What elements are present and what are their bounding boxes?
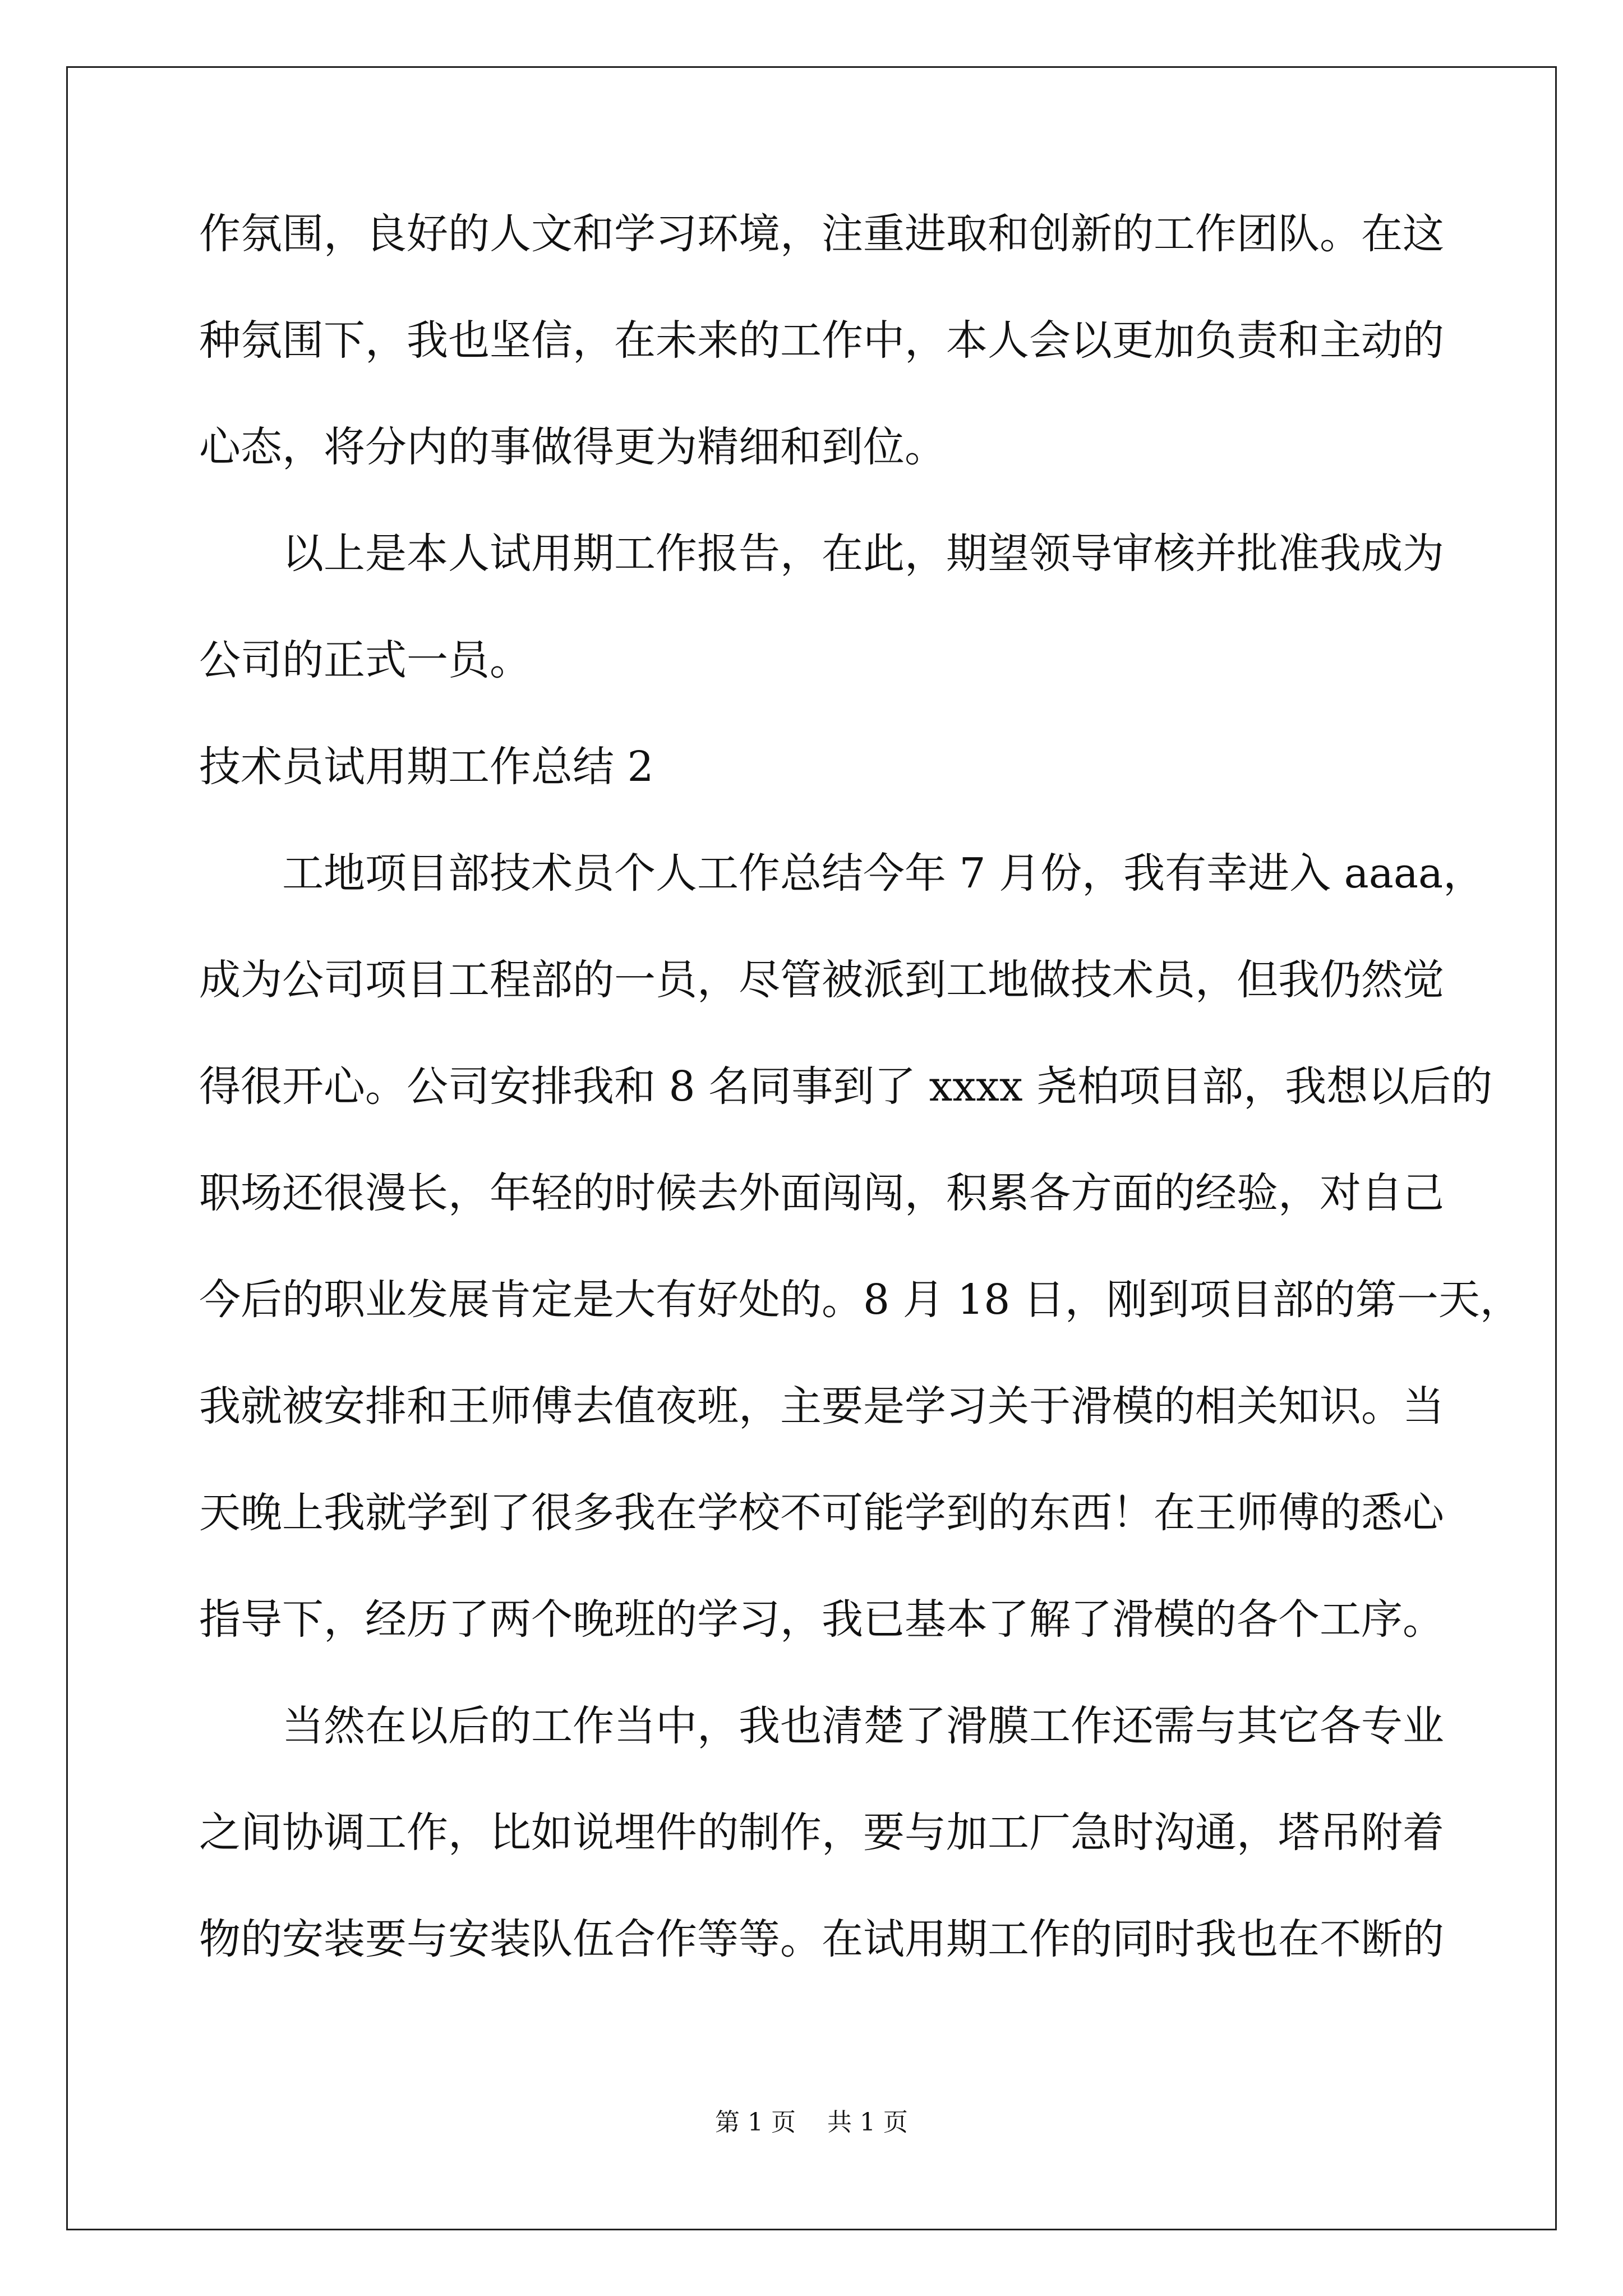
paragraph-line: 心态，将分内的事做得更为精细和到位。	[199, 423, 946, 471]
document-body	[199, 210, 1521, 2025]
paragraph-line: 得很开心。公司安排我和 8 名同事到了 xxxx 尧柏项目部，我想以后的	[199, 1062, 1493, 1111]
paragraph-line: 公司的正式一员。	[199, 636, 531, 684]
paragraph-line: 物的安装要与安装队伍合作等等。在试用期工作的同时我也在不断的	[199, 1915, 1444, 1963]
paragraph-line: 种氛围下，我也坚信，在未来的工作中，本人会以更加负责和主动的	[199, 316, 1444, 365]
paragraph-line: 我就被安排和王师傅去值夜班，主要是学习关于滑模的相关知识。当	[199, 1382, 1444, 1430]
paragraph-line: 当然在以后的工作当中，我也清楚了滑膜工作还需与其它各专业	[282, 1702, 1444, 1750]
paragraph-line: 今后的职业发展肯定是大有好处的。8 月 18 日，刚到项目部的第一天，	[199, 1276, 1521, 1324]
paragraph-line: 指导下，经历了两个晚班的学习，我已基本了解了滑模的各个工序。	[199, 1595, 1444, 1644]
paragraph-line: 作氛围，良好的人文和学习环境，注重进取和创新的工作团队。在这	[199, 210, 1444, 258]
paragraph-line: 职场还很漫长，年轻的时候去外面闯闯，积累各方面的经验，对自己	[199, 1169, 1444, 1217]
paragraph-line: 之间协调工作，比如说埋件的制作，要与加工厂急时沟通，塔吊附着	[199, 1809, 1444, 1857]
paragraph-line: 天晚上我就学到了很多我在学校不可能学到的东西！在王师傅的悉心	[199, 1489, 1444, 1537]
paragraph-line: 以上是本人试用期工作报告，在此，期望领导审核并批准我成为	[282, 530, 1444, 578]
section-heading: 技术员试用期工作总结 2	[199, 743, 654, 791]
paragraph-line: 成为公司项目工程部的一员，尽管被派到工地做技术员，但我仍然觉	[199, 956, 1444, 1004]
page-number-footer: 第 1 页 共 1 页	[715, 2108, 908, 2137]
paragraph-line: 工地项目部技术员个人工作总结今年 7 月份，我有幸进入 aaaa，	[282, 849, 1485, 898]
